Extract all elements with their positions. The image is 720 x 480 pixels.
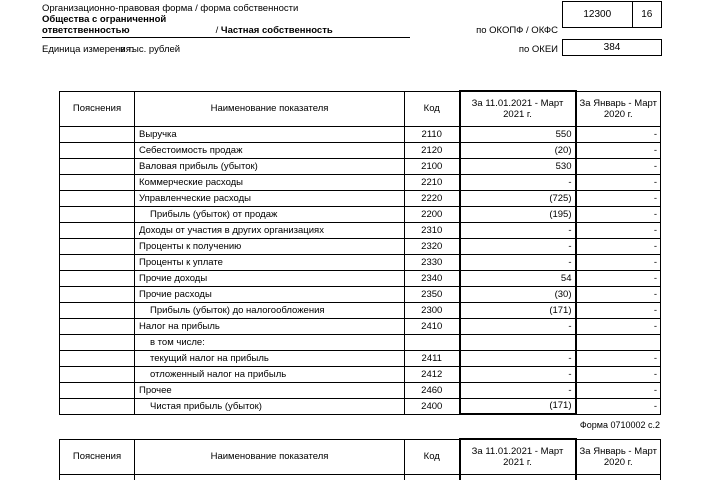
col-header-explanations: Пояснения: [60, 91, 135, 126]
cell-value-2021: 550: [460, 126, 576, 142]
cell-indicator-name: Доходы от участия в других организациях: [135, 222, 405, 238]
cell-value-2021: -: [460, 222, 576, 238]
cell-value-2021: -: [460, 350, 576, 366]
cell-code: 2412: [405, 366, 460, 382]
cell-value-2020: -: [576, 158, 661, 174]
table-row: [60, 254, 661, 270]
cell-indicator-name: Себестоимость продаж: [135, 142, 405, 158]
empty-cell: [405, 474, 460, 480]
cell-code: 2300: [405, 302, 460, 318]
org-form-label: Организационно-правовая форма / форма собственности: [42, 3, 299, 14]
col-header-period-2021: За 11.01.2021 - Март 2021 г.: [460, 91, 576, 126]
cell-explanation: [60, 366, 135, 382]
col-header-indicator: Наименование показателя: [135, 439, 405, 474]
cell-explanation: [60, 318, 135, 334]
cell-indicator-name: Чистая прибыль (убыток): [135, 398, 405, 414]
cell-code: 2340: [405, 270, 460, 286]
empty-cell: [60, 474, 135, 480]
table-row: [60, 190, 661, 206]
cell-value-2020: -: [576, 222, 661, 238]
cell-code: 2310: [405, 222, 460, 238]
cell-explanation: [60, 206, 135, 222]
cell-code: 2220: [405, 190, 460, 206]
continuation-table-header: [60, 439, 661, 474]
cell-code: 2400: [405, 398, 460, 414]
header-row: [60, 91, 661, 126]
header-row: [60, 439, 661, 474]
cell-indicator-name: текущий налог на прибыль: [135, 350, 405, 366]
empty-cell: [460, 474, 576, 480]
continuation-table: [59, 438, 661, 480]
cell-value-2021: (30): [460, 286, 576, 302]
empty-cell: [576, 474, 661, 480]
empty-cell: [135, 474, 405, 480]
cell-value-2021: (171): [460, 302, 576, 318]
okei-codebox: [562, 39, 662, 56]
form-note: Форма 0710002 с.2: [579, 420, 660, 430]
income-table-body: [60, 126, 661, 414]
cell-value-2021: -: [460, 382, 576, 398]
okfs-code-value: 16: [632, 2, 661, 27]
cell-indicator-name: Коммерческие расходы: [135, 174, 405, 190]
col-header-explanations: Пояснения: [60, 439, 135, 474]
table-row: [60, 126, 661, 142]
col-header-code: Код: [405, 439, 460, 474]
cell-explanation: [60, 238, 135, 254]
cell-value-2021: -: [460, 366, 576, 382]
cell-value-2020: -: [576, 174, 661, 190]
cell-value-2020: -: [576, 270, 661, 286]
cell-value-2020: -: [576, 206, 661, 222]
cell-code: 2100: [405, 158, 460, 174]
cell-indicator-name: отложенный налог на прибыль: [135, 366, 405, 382]
org-form-value-line1: Общества с ограниченной: [42, 14, 167, 25]
table-row: [60, 238, 661, 254]
cell-explanation: [60, 302, 135, 318]
cell-value-2021: -: [460, 254, 576, 270]
org-form-line2-text: ответственностью: [42, 25, 130, 36]
col-header-indicator: Наименование показателя: [135, 91, 405, 126]
continuation-table-body: [60, 474, 661, 480]
cell-code: 2330: [405, 254, 460, 270]
table-row: [60, 366, 661, 382]
cell-code: [405, 334, 460, 350]
cell-value-2021: (195): [460, 206, 576, 222]
col-header-period-2021: За 11.01.2021 - Март 2021 г.: [460, 439, 576, 474]
table-row: [60, 302, 661, 318]
cell-explanation: [60, 126, 135, 142]
cell-explanation: [60, 382, 135, 398]
cell-explanation: [60, 334, 135, 350]
cell-value-2020: [576, 334, 661, 350]
cell-value-2021: (171): [460, 398, 576, 414]
col-header-code: Код: [405, 91, 460, 126]
cell-code: 2410: [405, 318, 460, 334]
cell-explanation: [60, 254, 135, 270]
cell-code: 2460: [405, 382, 460, 398]
table-row: [60, 286, 661, 302]
unit-value: в тыс. рублей: [120, 44, 181, 55]
income-statement-table: [59, 90, 661, 415]
table-row: [60, 142, 661, 158]
cell-value-2021: -: [460, 318, 576, 334]
cell-value-2020: -: [576, 382, 661, 398]
cell-explanation: [60, 158, 135, 174]
col-header-period-2020: За Январь - Март 2020 г.: [576, 439, 661, 474]
cell-indicator-name: Прибыль (убыток) от продаж: [135, 206, 405, 222]
table-row: [60, 222, 661, 238]
cell-code: 2411: [405, 350, 460, 366]
cell-value-2021: [460, 334, 576, 350]
table-row: [60, 270, 661, 286]
separator-slash: /: [215, 25, 219, 36]
table-row: [60, 318, 661, 334]
cell-value-2020: -: [576, 286, 661, 302]
table-row: [60, 158, 661, 174]
cell-value-2020: -: [576, 398, 661, 414]
table-row: [60, 398, 661, 414]
okei-code-value: 384: [603, 42, 621, 53]
okopf-okfs-label: по ОКОПФ / ОКФС: [476, 25, 558, 36]
table-row: [60, 206, 661, 222]
table-row: [60, 474, 661, 480]
cell-indicator-name: Управленческие расходы: [135, 190, 405, 206]
okopf-okfs-codebox: [562, 1, 662, 28]
income-table-header: [60, 91, 661, 126]
cell-explanation: [60, 270, 135, 286]
cell-code: 2210: [405, 174, 460, 190]
cell-explanation: [60, 350, 135, 366]
cell-code: 2110: [405, 126, 460, 142]
cell-indicator-name: Прочее: [135, 382, 405, 398]
cell-indicator-name: Проценты к уплате: [135, 254, 405, 270]
cell-indicator-name: Проценты к получению: [135, 238, 405, 254]
org-form-value-line2: [42, 25, 410, 38]
col-header-period-2020: За Январь - Март 2020 г.: [576, 91, 661, 126]
cell-indicator-name: Налог на прибыль: [135, 318, 405, 334]
cell-value-2021: (725): [460, 190, 576, 206]
cell-indicator-name: Выручка: [135, 126, 405, 142]
cell-value-2021: (20): [460, 142, 576, 158]
cell-value-2020: -: [576, 254, 661, 270]
cell-indicator-name: Прочие расходы: [135, 286, 405, 302]
cell-value-2020: -: [576, 190, 661, 206]
cell-explanation: [60, 174, 135, 190]
cell-value-2021: -: [460, 238, 576, 254]
cell-value-2020: -: [576, 350, 661, 366]
okopf-code-value: 12300: [583, 9, 612, 20]
table-row: [60, 334, 661, 350]
cell-explanation: [60, 398, 135, 414]
table-row: [60, 174, 661, 190]
cell-indicator-name: Валовая прибыль (убыток): [135, 158, 405, 174]
table-row: [60, 350, 661, 366]
cell-explanation: [60, 190, 135, 206]
cell-value-2020: -: [576, 142, 661, 158]
table-row: [60, 382, 661, 398]
unit-label: Единица измерения:: [42, 44, 134, 55]
cell-explanation: [60, 286, 135, 302]
cell-value-2021: 530: [460, 158, 576, 174]
cell-indicator-name: в том числе:: [135, 334, 405, 350]
cell-code: 2350: [405, 286, 460, 302]
cell-value-2021: -: [460, 174, 576, 190]
cell-code: 2320: [405, 238, 460, 254]
cell-value-2020: -: [576, 366, 661, 382]
cell-value-2021: 54: [460, 270, 576, 286]
cell-indicator-name: Прочие доходы: [135, 270, 405, 286]
cell-code: 2120: [405, 142, 460, 158]
cell-indicator-name: Прибыль (убыток) до налогообложения: [135, 302, 405, 318]
cell-value-2020: -: [576, 238, 661, 254]
cell-code: 2200: [405, 206, 460, 222]
cell-explanation: [60, 142, 135, 158]
cell-value-2020: -: [576, 302, 661, 318]
ownership-value: Частная собственность: [220, 25, 333, 36]
okei-label: по ОКЕИ: [518, 44, 558, 55]
cell-explanation: [60, 222, 135, 238]
cell-value-2020: -: [576, 318, 661, 334]
cell-value-2020: -: [576, 126, 661, 142]
